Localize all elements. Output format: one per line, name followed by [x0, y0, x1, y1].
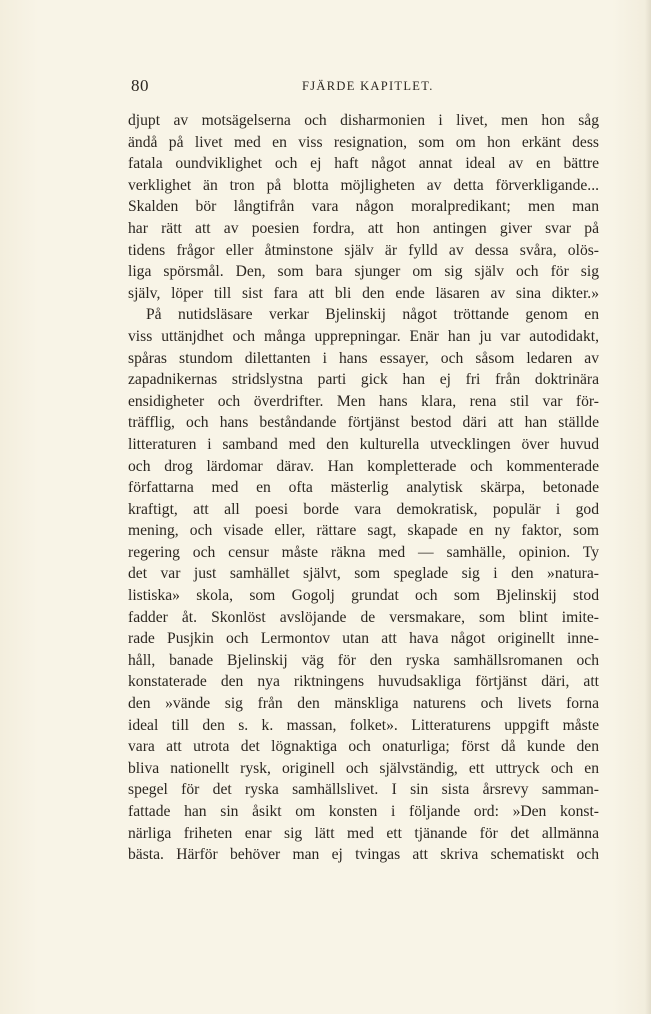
text-line: zapadnikernas stridslystna parti gick han ej fri från doktrinära: [128, 371, 599, 389]
text-line: rade Pusjkin och Lermontov utan att hava något originellt inne-: [128, 630, 599, 648]
text-line: och drog lärdomar därav. Han kompletterade och kommenterade: [128, 457, 599, 475]
text-line: På nutidsläsare verkar Bjelinskij något tröttande genom en: [146, 306, 599, 324]
text-line: verklighet än tron på blotta möjligheten av detta förverkligande...: [128, 176, 599, 194]
text-line: ensidigheter och överdrifter. Men hans klara, rena stil var för-: [128, 392, 599, 410]
text-line: den »vände sig från den mänskliga naturens och livets forna: [128, 695, 599, 713]
text-line: konstaterade den nya riktningens huvudsakliga förtjänst däri, att: [128, 673, 599, 691]
text-line: spåras stundom dilettanten i hans essayer, och såsom ledaren av: [128, 349, 599, 367]
body-text: [128, 110, 599, 866]
text-line: själv, löper till sist fara att bli den ende läsaren av sina dikter.»: [128, 284, 599, 302]
text-line: litteraturen i samband med den kulturella utvecklingen över huvud: [128, 435, 599, 453]
text-line: regering och censur måste räkna med — samhälle, opinion. Ty: [128, 543, 599, 561]
text-line: bliva nationellt rysk, originell och självständig, ett uttryck och en: [128, 759, 599, 777]
text-line: ändå på livet med en viss resignation, som om hon erkänt dess: [128, 133, 599, 151]
text-line: liga spörsmål. Den, som bara sjunger om sig själv och för sig: [128, 263, 599, 281]
page-header: [131, 76, 599, 98]
text-line: djupt av motsägelserna och disharmonien i livet, men hon såg: [128, 112, 599, 129]
text-line: kraftigt, att all poesi borde vara demokratisk, populär i god: [128, 500, 599, 518]
running-title: FJÄRDE KAPITLET.: [302, 79, 434, 93]
text-line: ideal till den s. k. massan, folket». Litteraturens uppgift måste: [128, 716, 599, 734]
text-line: författarna med en ofta mästerlig analytisk skärpa, betonade: [128, 479, 599, 497]
text-line: bästa. Härför behöver man ej tvingas att skriva schematiskt och: [128, 846, 599, 864]
text-line: tidens frågor eller åtminstone själv är fylld av dessa svåra, olös-: [128, 241, 599, 259]
text-line: har rätt att av poesien fordra, att hon antingen giver svar på: [128, 219, 599, 237]
text-line: det var just samhället självt, som speglade sig i den »natura-: [128, 565, 599, 583]
text-line: vara att utrota det lögnaktiga och onaturliga; först då kunde den: [128, 738, 599, 756]
page-edge-shadow: [645, 0, 651, 1014]
text-line: listiska» skola, som Gogolj grundat och som Bjelinskij stod: [128, 587, 599, 605]
text-line: håll, banade Bjelinskij väg för den ryska samhällsromanen och: [128, 651, 599, 669]
text-line: träfflig, och hans beståndande förtjänst bestod däri att han ställde: [128, 414, 599, 432]
text-line: Skalden bör långtifrån vara någon moralpredikant; men man: [128, 198, 599, 216]
text-line: viss uttänjdhet och många upprepningar. Enär han ju var autodidakt,: [128, 327, 599, 345]
text-line: fadder åt. Skonlöst avslöjande de versmakare, som blint imite-: [128, 608, 599, 626]
page-number: 80: [131, 76, 149, 95]
text-line: mening, och visade eller, rättare sagt, skapade en ny faktor, som: [128, 522, 599, 540]
text-line: fattade han sin åsikt om konsten i följande ord: »Den konst-: [128, 803, 599, 820]
text-line: spegel för det ryska samhällslivet. I sin sista årsrevy samman-: [128, 781, 599, 799]
text-line: närliga friheten enar sig lätt med ett tjänande för det allmänna: [128, 824, 599, 842]
text-line: fatala oundviklighet och ej haft något annat ideal av en bättre: [128, 155, 599, 173]
